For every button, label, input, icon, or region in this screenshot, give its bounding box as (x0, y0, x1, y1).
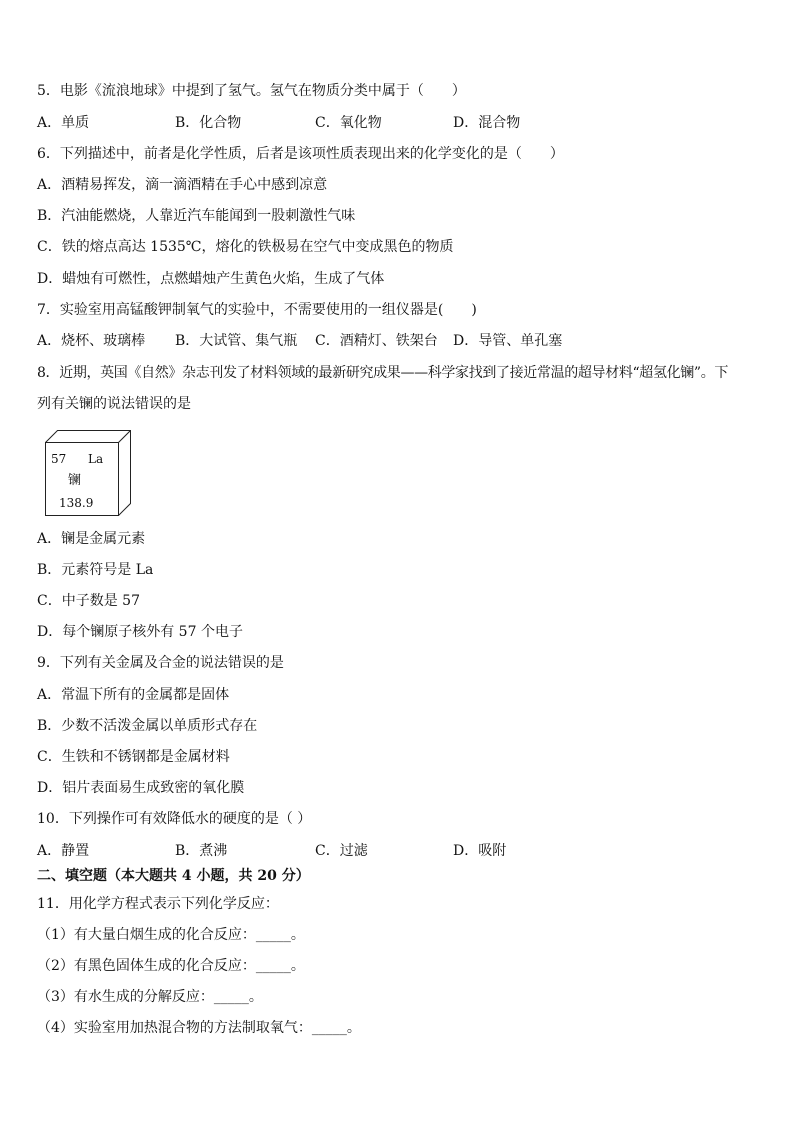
atomic-mass: 138.9 (59, 496, 94, 510)
option-d: D．每个镧原子核外有 57 个电子 (37, 624, 243, 640)
question-7-stem: 7．实验室用高锰酸钾制氧气的实验中，不需要使用的一组仪器是( ) (37, 302, 477, 318)
option-a: A．酒精易挥发，滴一滴酒精在手心中感到凉意 (37, 177, 328, 193)
question-8-stem-line-1: 8．近期，英国《自然》杂志刊发了材料领域的最新研究成果——科学家找到了接近常温的超导材料“超氢化镧”。下 (37, 365, 729, 381)
element-name: 镧 (68, 473, 82, 488)
question-11-part-4: （4）实验室用加热混合物的方法制取氧气：_____。 (37, 1020, 361, 1036)
option-c: C．铁的熔点高达 1535℃，熔化的铁极易在空气中变成黑色的物质 (37, 239, 454, 255)
option-b: B．汽油能燃烧，人靠近汽车能闻到一股刺激性气味 (37, 208, 356, 224)
option-b: B．化合物 (175, 115, 242, 131)
question-11-part-1: （1）有大量白烟生成的化合反应：_____。 (37, 927, 305, 943)
option-a: A．静置 (37, 843, 90, 859)
element-symbol: La (88, 452, 104, 466)
question-10-stem: 10．下列操作可有效降低水的硬度的是（ ） (37, 811, 312, 827)
option-d: D．导管、单孔塞 (453, 333, 563, 349)
option-b: B．元素符号是 La (37, 562, 154, 578)
option-d: D．铝片表面易生成致密的氧化膜 (37, 780, 245, 796)
question-9-stem: 9．下列有关金属及合金的说法错误的是 (37, 655, 284, 671)
option-c: C．过滤 (315, 843, 368, 859)
question-11-stem: 11．用化学方程式表示下列化学反应： (37, 896, 279, 912)
option-a: A．常温下所有的金属都是固体 (37, 687, 230, 703)
option-d: D．混合物 (453, 115, 521, 131)
option-c: C．酒精灯、铁架台 (315, 333, 438, 349)
option-a: A．单质 (37, 115, 90, 131)
question-5-stem: 5．电影《流浪地球》中提到了氢气。氢气在物质分类中属于（ ） (37, 83, 466, 99)
option-d: D．吸附 (453, 843, 507, 859)
question-11-part-3: （3）有水生成的分解反应：_____。 (37, 989, 263, 1005)
section-heading: 二、填空题（本大题共 4 小题，共 20 分） (37, 868, 310, 884)
element-tile-lanthanum (45, 430, 131, 516)
question-8-stem-line-2: 列有关镧的说法错误的是 (37, 396, 191, 412)
question-11-part-2: （2）有黑色固体生成的化合反应：_____。 (37, 958, 305, 974)
question-6-stem: 6．下列描述中，前者是化学性质，后者是该项性质表现出来的化学变化的是（ ） (37, 146, 564, 162)
option-b: B．大试管、集气瓶 (175, 333, 298, 349)
option-b: B．煮沸 (175, 843, 228, 859)
option-b: B．少数不活泼金属以单质形式存在 (37, 718, 258, 734)
option-a: A．镧是金属元素 (37, 531, 146, 547)
option-c: C．生铁和不锈钢都是金属材料 (37, 749, 230, 765)
option-d: D．蜡烛有可燃性，点燃蜡烛产生黄色火焰，生成了气体 (37, 271, 385, 287)
option-a: A．烧杯、玻璃棒 (37, 333, 146, 349)
option-c: C．中子数是 57 (37, 593, 140, 609)
atomic-number: 57 (51, 452, 67, 466)
option-c: C．氧化物 (315, 115, 382, 131)
